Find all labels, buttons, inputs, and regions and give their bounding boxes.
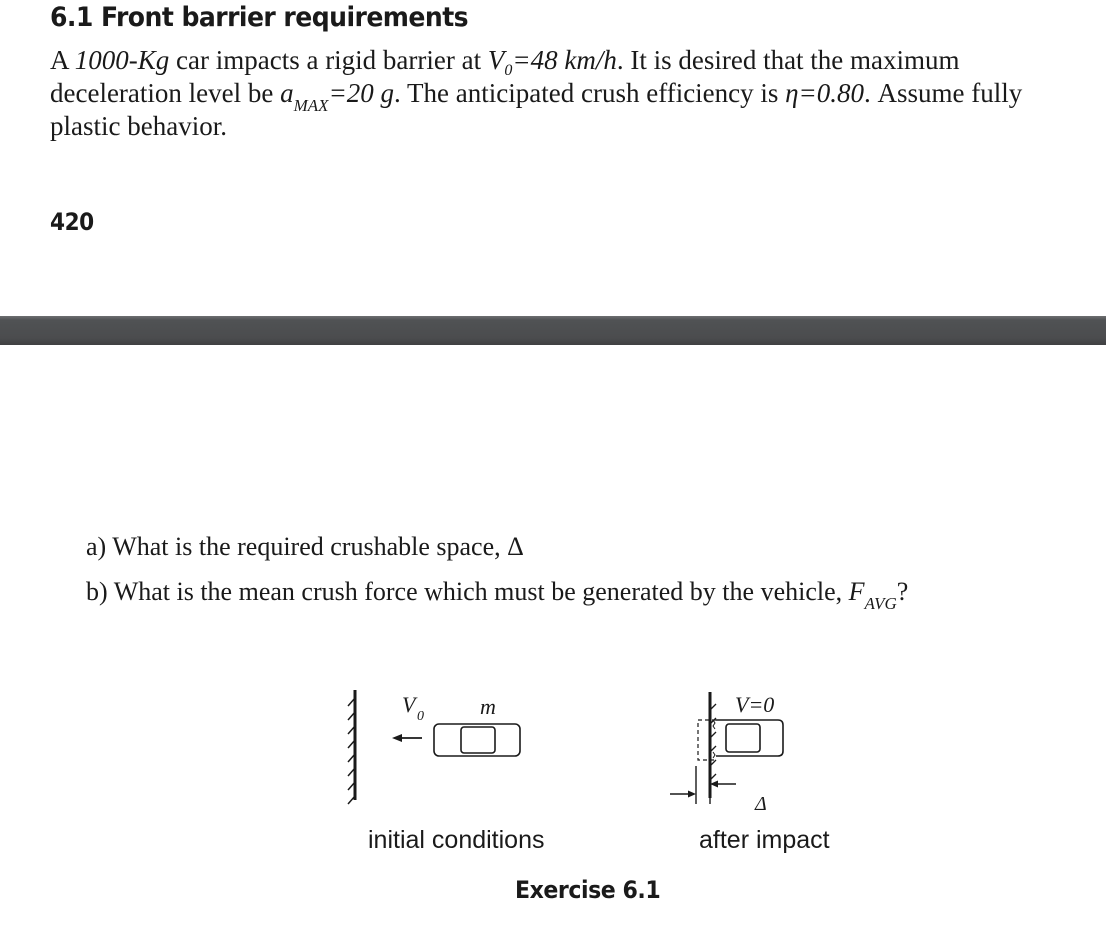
v-final-label: V=0 xyxy=(735,692,775,717)
delta-dimension xyxy=(670,766,736,804)
problem-text-2: car impacts a rigid barrier at xyxy=(169,45,488,75)
section-title: 6.1 Front barrier requirements xyxy=(50,2,469,33)
caption-after-impact: after impact xyxy=(699,826,830,854)
velocity-arrow xyxy=(392,734,422,742)
efficiency-value: η=0.80 xyxy=(785,78,865,108)
page-number: 420 xyxy=(50,208,94,236)
exercise-label: Exercise 6.1 xyxy=(515,876,661,904)
question-b-text: b) What is the mean crush force which must be generated by the vehicle, xyxy=(86,577,849,606)
accel-symbol: a xyxy=(280,78,294,108)
barrier-initial xyxy=(348,690,355,804)
velocity-value: =48 km/h xyxy=(512,45,617,75)
car-after xyxy=(716,720,783,756)
velocity-subscript: 0 xyxy=(504,62,513,79)
question-a: a) What is the required crushable space, Δ xyxy=(86,532,524,561)
accel-subscript: MAX xyxy=(293,96,329,115)
accel-value: =20 g xyxy=(328,78,395,108)
exercise-figure xyxy=(330,680,850,820)
mass-value: 1000-Kg xyxy=(74,45,170,75)
page-divider xyxy=(0,316,1106,345)
mass-label: m xyxy=(480,694,496,719)
problem-text-3: . It is desired that the maximum deceleration level be xyxy=(50,45,960,108)
force-subscript: AVG xyxy=(864,594,897,613)
crush-marks xyxy=(713,720,715,758)
caption-initial-conditions: initial conditions xyxy=(368,826,545,854)
delta-label: Δ xyxy=(755,793,767,815)
force-symbol: F xyxy=(848,577,865,606)
velocity-symbol: V xyxy=(487,45,505,75)
problem-statement xyxy=(50,44,1060,143)
question-b xyxy=(86,577,909,613)
car-initial xyxy=(434,724,520,756)
problem-text-5: . Assume fully plastic behavior. xyxy=(50,78,1023,141)
question-b-end: ? xyxy=(896,577,909,606)
v0-subscript: 0 xyxy=(417,709,424,724)
problem-text-4: . The anticipated crush efficiency is xyxy=(394,78,786,108)
v0-label: V xyxy=(402,692,416,717)
problem-text-1: A xyxy=(50,45,75,75)
